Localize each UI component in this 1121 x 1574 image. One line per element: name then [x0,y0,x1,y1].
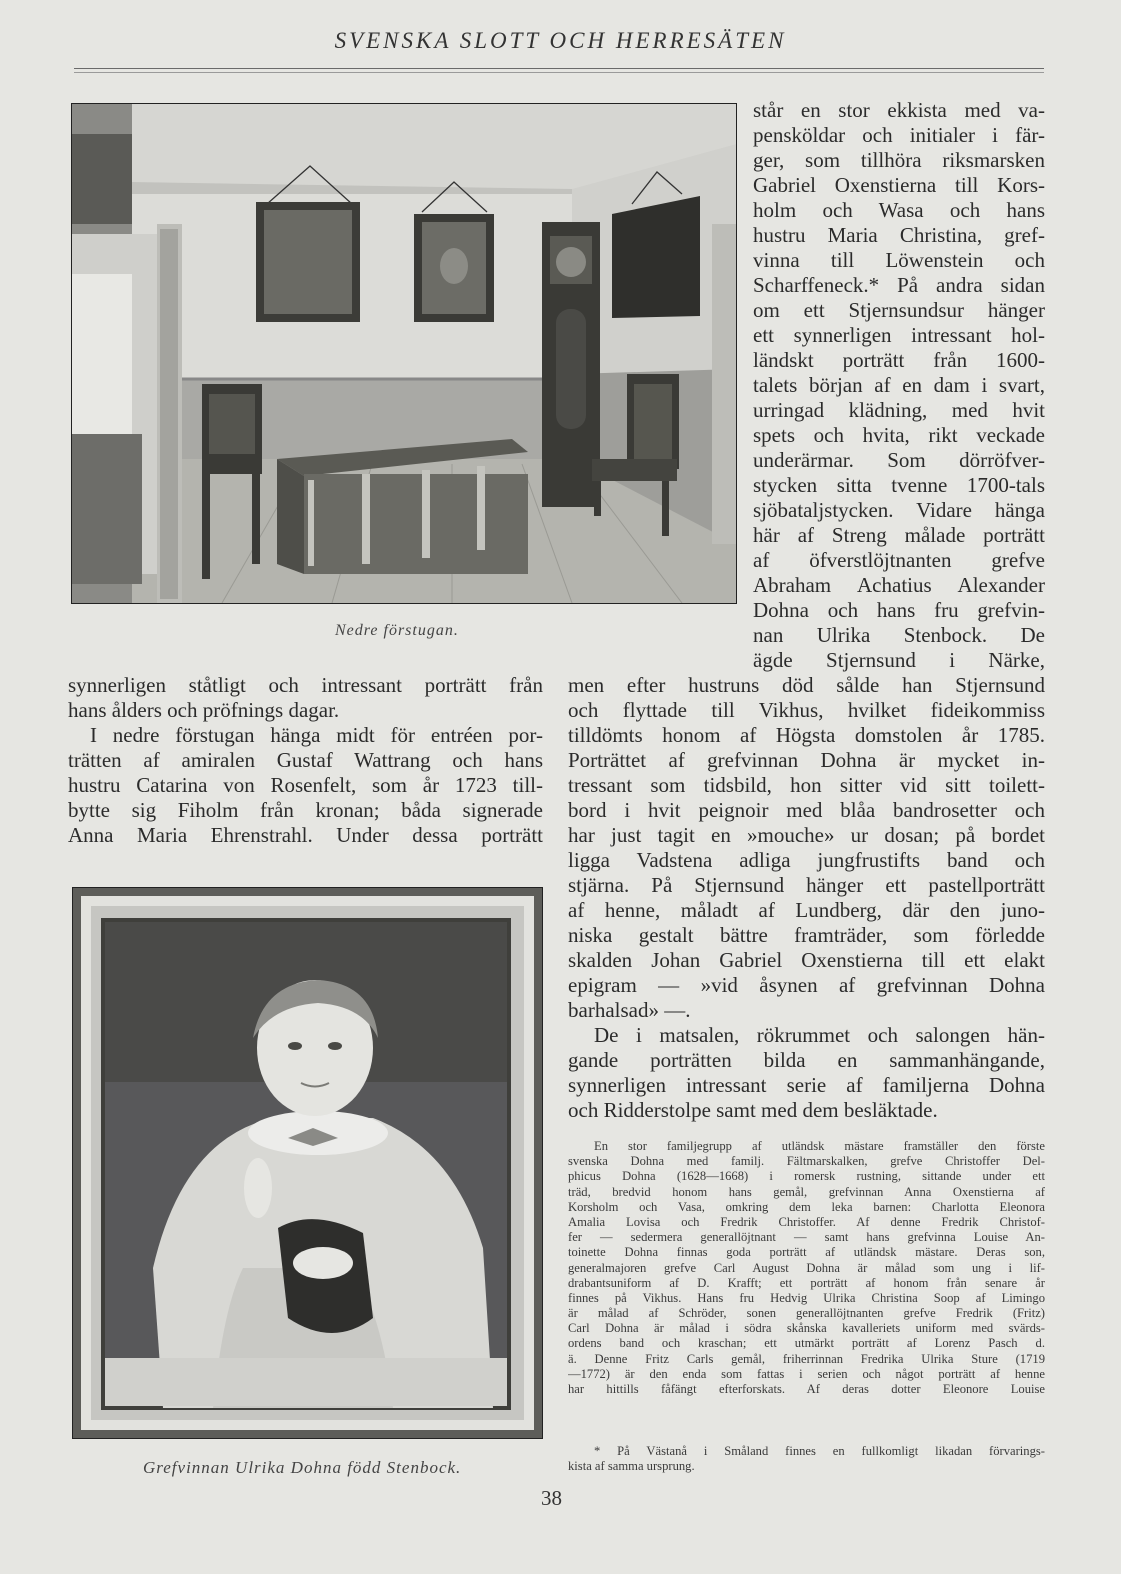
text-line: hans ålders och pröfnings dagar. [68,698,340,722]
text-line: Anna Maria Ehrenstrahl. Under dessa porträtt [68,823,543,847]
text-line: står en stor ekkista med va- [753,98,1045,122]
text-line: pensköldar och initialer i fär- [753,123,1045,147]
running-header: SVENSKA SLOTT OCH HERRESÄTEN [334,28,787,53]
text-line: vinna till Löwenstein och [753,248,1045,272]
text-line: toinette Dohna finnas goda porträtt af utländsk mästare. Deras son, [568,1245,1045,1260]
text-line: sjöbataljstycken. Vidare hänga [753,498,1045,522]
text-line: skalden Johan Gabriel Oxenstierna till ett elakt [568,948,1045,972]
text-line: Gabriel Oxenstierna till Kors- [753,173,1045,197]
text-line: holm och Wasa och hans [753,198,1045,222]
text-line: De i matsalen, rökrummet och salongen hän- [594,1023,1045,1047]
text-line: ligga Vadstena adliga jungfrustifts band och [568,848,1045,872]
text-line: niska gestalt bättre framträder, som förledde [568,923,1045,947]
text-line: fer — sedermera generallöjtnant — samt hans grefvinna Louise An- [568,1230,1045,1245]
hall-photograph [71,103,737,604]
footnote-line: kista af samma ursprung. [568,1459,695,1474]
right-column-top-text [753,98,1045,673]
text-line: urringad klädning, med hvit [753,398,1045,422]
text-line: nan Ulrika Stenbock. De [753,623,1045,647]
text-line: generalmajoren grefve Carl August Dohna är målad som ung i lif- [568,1260,1045,1275]
text-line: finnes på Vikhus. Hans fru Hedvig Ulrika Christina Soop af Limingo [568,1290,1045,1305]
text-line: ägde Stjernsund i Närke, [753,648,1045,672]
text-line: drabantsuniform af D. Krafft; ett porträtt af honom från senare år [568,1275,1045,1290]
text-line: ländskt porträtt från 1600- [753,348,1045,372]
page-number: 38 [541,1486,562,1510]
text-line: Dohna och hans fru grefvin- [753,598,1045,622]
text-line: bytte sig Fiholm från kronan; båda signerade [68,798,543,822]
text-line: af henne, måladt af Lundberg, där den juno- [568,898,1045,922]
text-line: Korsholm och Vasa, omkring dem leka barnen: Charlotta Eleonora [568,1199,1045,1214]
portrait-caption: Grefvinnan Ulrika Dohna född Stenbock. [143,1458,462,1477]
text-line: Amalia Lovisa och Fredrik Christoffer. Af denne Fredrik Christof- [568,1214,1045,1229]
text-line: ger, som tillhöra riksmarsken [753,148,1045,172]
text-line: har just tagit en »mouche» ur dosan; på bordet [568,823,1045,847]
text-line: synnerligen ståtligt och intressant porträtt från [68,673,543,697]
text-line: ett synnerligen intressant hol- [753,323,1045,347]
header-rule-thin [74,72,1044,73]
small-print-text [568,1139,1045,1397]
right-column-main-text [568,673,1045,1123]
text-line: hustru Maria Christina, gref- [753,223,1045,247]
text-line: Porträttet af grefvinnan Dohna är mycket in- [568,748,1045,772]
text-line: Scharffeneck.* På andra sidan [753,273,1045,297]
text-line: phicus Dohna (1628—1668) i romersk rustning, sittande under ett [568,1169,1045,1184]
text-line: epigram — »vid åsynen af grefvinnan Dohna [568,973,1045,997]
text-line: En stor familjegrupp af utländsk mästare framställer den förste [594,1139,1045,1153]
text-line: —1772) är den enda som fattas i serien och något porträtt af henne [568,1366,1045,1381]
text-line: ä. Denne Fritz Carls gemål, friherrinnan Fredrika Ulrika Sture (1719 [568,1351,1045,1366]
text-line: stycken sitta tvenne 1700-tals [753,473,1045,497]
hall-caption: Nedre förstugan. [335,622,459,639]
text-line: Abraham Achatius Alexander [753,573,1045,597]
text-line: är målad af Schröder, sonen generallöjtnanten grefve Fredrik (Fritz) [568,1306,1045,1321]
footnote [568,1444,1045,1474]
text-line: och flyttade till Vikhus, hvilket fideikommiss [568,698,1045,722]
text-line: och Ridderstolpe samt med dem besläktade. [568,1098,938,1122]
header-rule [74,68,1044,69]
footnote-line: * På Västanå i Småland finnes en fullkomligt likadan förvarings- [594,1444,1045,1458]
text-line: hustru Catarina von Rosenfelt, som år 1723 till- [68,773,543,797]
text-line: underärmar. Som dörröfver- [753,448,1045,472]
text-line: spets och hvita, rikt veckade [753,423,1045,447]
text-line: talets början af en dam i svart, [753,373,1045,397]
text-line: I nedre förstugan hänga midt för entréen por- [90,723,543,747]
text-line: tilldömts honom af Högsta domstolen år 1785. [568,723,1045,747]
text-line: om ett Stjernsundsur hänger [753,298,1045,322]
text-line: Carl Dohna är målad i södra skånska kavalleriets uniform med svärds- [568,1321,1045,1336]
text-line: barhalsad» —. [568,998,691,1022]
text-line: här af Streng målade porträtt [753,523,1045,547]
text-line: har hittills fåfängt efterforskats. Af deras dotter Eleonore Louise [568,1382,1045,1396]
text-line: svenska Dohna med familj. Fältmarskalken, grefve Christoffer Del- [568,1154,1045,1169]
text-line: gande porträtten bilda en sammanhängande, [568,1048,1045,1072]
portrait-photograph [72,887,543,1439]
text-line: bord i hvit peignoir med blåa bandrosetter och [568,798,1045,822]
text-line: ordens band och kraschan; ett utmärkt porträtt af Lorenz Pasch d. [568,1336,1045,1351]
text-line: träd, bredvid honom hans gemål, grefvinnan Anna Oxenstierna af [568,1184,1045,1199]
text-line: af öfverstlöjtnanten grefve [753,548,1045,572]
text-line: trätten af amiralen Gustaf Wattrang och hans [68,748,543,772]
text-line: stjärna. På Stjernsund hänger ett pastellporträtt [568,873,1045,897]
text-line: tressant som tidsbild, hon sitter vid sitt toilett- [568,773,1045,797]
left-column-text [68,673,543,848]
text-line: synnerligen intressant serie af familjerna Dohna [568,1073,1045,1097]
text-line: men efter hustruns död sålde han Stjernsund [568,673,1045,697]
